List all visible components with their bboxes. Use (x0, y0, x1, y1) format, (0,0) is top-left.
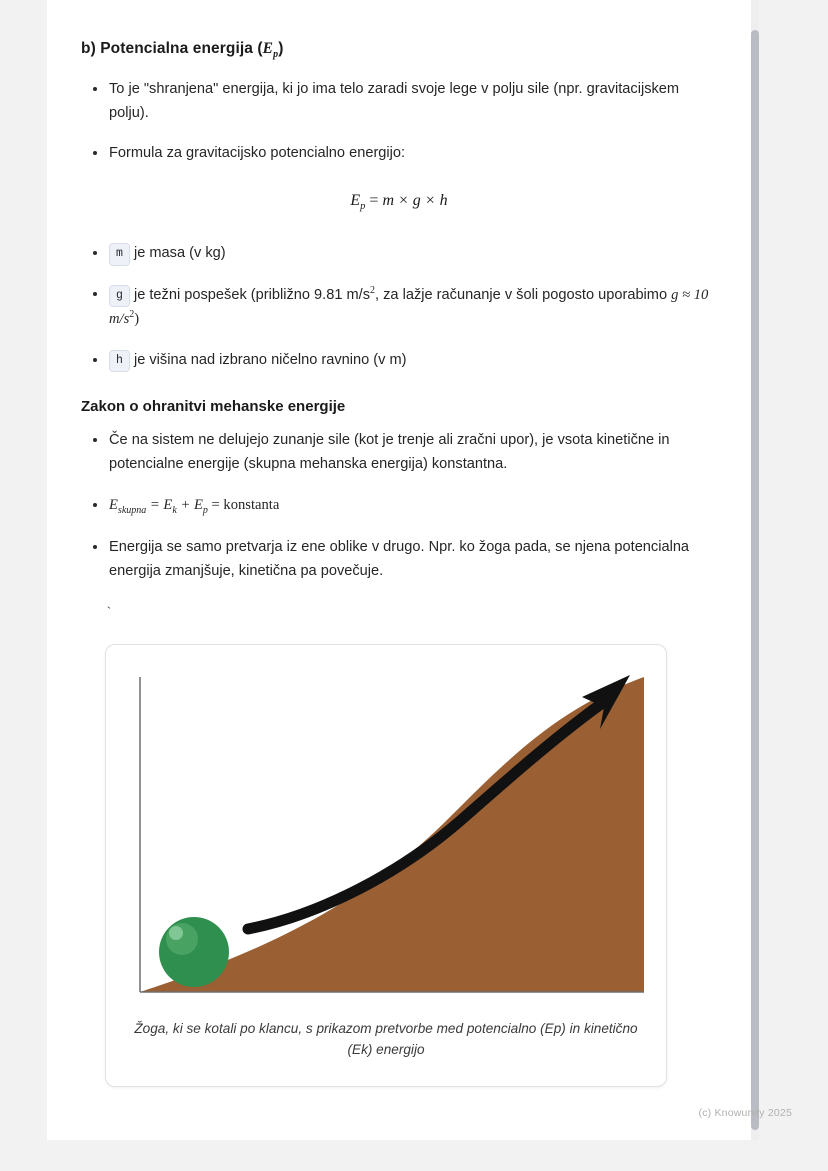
variable-text-g-before: je težni pospešek (približno 9.81 m/s (133, 286, 371, 303)
list-item: Če na sistem ne delujejo zunanje sile (kot je trenje ali zračni upor), je vsota kinetične in potencialne energije (skupna mehanska energija) konstantna. (81, 429, 717, 476)
formula-lhs-sub: p (360, 201, 366, 213)
variable-text-h: je višina nad izbrano ničelno ravnino (v m) (133, 351, 407, 368)
page-title (81, 40, 717, 60)
variable-code-h: h (109, 350, 130, 373)
formula-lhs: E (350, 192, 361, 210)
scrollbar-thumb[interactable] (751, 30, 759, 1130)
section-title-prefix: b) Potencialna energija ( (81, 40, 263, 57)
potential-energy-formula (81, 192, 717, 212)
conservation-bullet-list (81, 429, 717, 583)
section-title-symbol: $E_p$ (262, 40, 279, 61)
subsection-title: Zakon o ohranitvi mehanske energije (81, 398, 346, 416)
stray-backtick: ` (105, 605, 113, 621)
variable-bullet-list (81, 242, 717, 372)
variable-text-g-after: , za lažje računanje v šoli pogosto uporabimo (375, 286, 672, 303)
figure-caption: Žoga, ki se kotali po klancu, s prikazom pretvorbe med potencialno (Ep) in kinetično (Ek) energijo (134, 1021, 638, 1058)
ball-on-slope-diagram (130, 667, 644, 1004)
variable-g-sup: 2 (370, 284, 376, 296)
list-item: To je "shranjena" energija, ki jo ima telo zaradi svoje lege v polju sile (npr. gravitacijskem polju). (81, 78, 717, 125)
list-item (81, 349, 717, 373)
document-page (47, 0, 751, 1140)
variable-text-m: je masa (v kg) (133, 245, 226, 262)
conservation-formula: $E_{skupna} = E_k + E_p$ = konstanta (109, 496, 280, 516)
formula-equals: = (369, 192, 379, 210)
watermark: (c) Knowunity 2025 (698, 1107, 792, 1119)
list-item: Energija se samo pretvarja iz ene oblike v drugo. Npr. ko žoga pada, se njena potencialna energija zmanjšuje, kinetična pa povečuje. (81, 536, 717, 583)
formula-rhs: m × g × h (382, 192, 448, 210)
variable-code-m: m (109, 243, 130, 266)
list-item (81, 242, 717, 266)
intro-bullet-list (81, 78, 717, 166)
list-item: Formula za gravitacijsko potencialno energijo: (81, 142, 717, 166)
figure-illustration (130, 667, 644, 1004)
list-item (81, 283, 717, 332)
variable-g-math-after: ) (134, 311, 140, 328)
section-title-suffix: ) (278, 40, 284, 57)
variable-g-math: g ≈ 10 m/s (109, 286, 709, 328)
list-item (81, 494, 717, 519)
variable-g-math-sup: 2 (129, 309, 135, 321)
variable-code-g: g (109, 285, 130, 308)
figure-card (105, 644, 667, 1087)
